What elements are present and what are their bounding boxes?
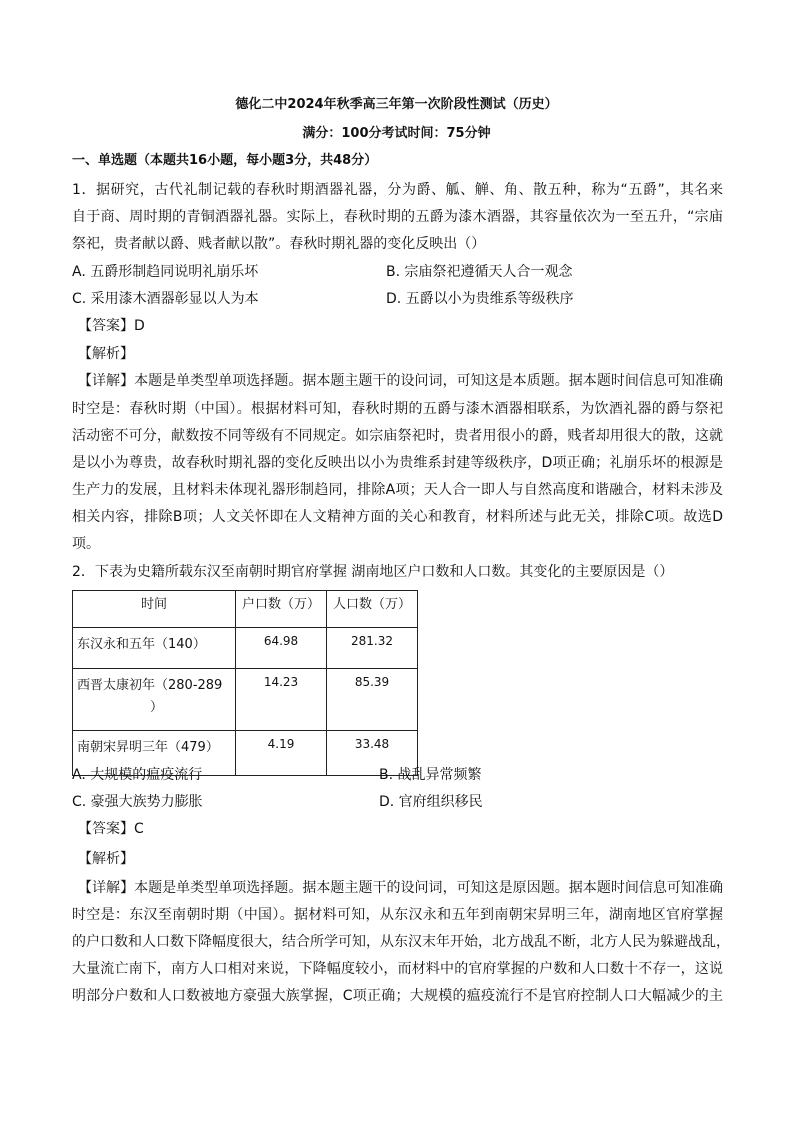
q2-detail-line: 大量流亡南下，南方人口相对来说，下降幅度较小，而材料中的官府掌握的户数和人口数十不存一，这说	[72, 961, 723, 977]
table-cell-households: 64.98	[236, 628, 327, 669]
q2-detail-line: 时空是：东汉至南朝时期（中国）。据材料可知，从东汉永和五年到南朝宋昇明三年，湖南地区官府掌握	[72, 907, 723, 923]
q2-detail-line: 【详解】本题是单类型单项选择题。据本题主题干的设问词，可知这是原因题。据本题时间信息可知准确	[78, 880, 723, 896]
table-cell-households: 4.19	[236, 731, 327, 776]
table-cell-population: 33.48	[327, 731, 418, 776]
q1-stem-line: 祭祀，贵者献以爵、贱者献以散”。春秋时期礼器的变化反映出（）	[72, 236, 486, 252]
q1-option-c: C. 采用漆木酒器彰显以人为本	[72, 291, 259, 307]
q2-detail-line: 明部分户数和人口数被地方豪强大族掌握，C项正确；大规模的瘟疫流行不是官府控制人口大幅减少的主	[72, 988, 723, 1004]
q2-analysis-label: 【解析】	[78, 851, 134, 867]
table-cell-population: 85.39	[327, 669, 418, 731]
population-table	[72, 590, 418, 776]
q1-detail-line: 相关内容，排除B项；人文关怀即在人文精神方面的关心和教育，材料所述与此无关，排除C项。故选D	[72, 509, 723, 525]
table-header-time: 时间	[73, 591, 236, 628]
table-header-population: 人口数（万）	[327, 591, 418, 628]
q1-stem-line: 自于商、周时期的青铜酒器礼器。实际上，春秋时期的五爵为漆木酒器，其容量依次为一至五升，“宗庙	[72, 209, 723, 225]
q1-detail-line: 是以小为尊贵，故春秋时期礼器的变化反映出以小为贵维系封建等级秩序，D项正确；礼崩乐坏的根源是	[72, 455, 723, 471]
q1-detail-line: 项。	[72, 536, 100, 552]
table-header-households: 户口数（万）	[236, 591, 327, 628]
table-cell-time	[73, 669, 236, 731]
table-cell-time	[73, 628, 236, 669]
q1-answer: 【答案】D	[78, 318, 145, 334]
q1-detail-line: 【详解】本题是单类型单项选择题。据本题主题干的设问词，可知这是本质题。据本题时间信息可知准确	[78, 373, 723, 389]
q1-option-b: B. 宗庙祭祀遵循天人合一观念	[386, 264, 573, 280]
section-heading: 一、单选题（本题共16小题，每小题3分，共48分）	[72, 153, 378, 168]
document-subtitle: 满分：100分考试时间：75分钟	[302, 126, 491, 141]
q2-option-d: D. 官府组织移民	[379, 794, 483, 810]
table-row	[73, 628, 418, 669]
q1-detail-line: 时空是：春秋时期（中国）。根据材料可知，春秋时期的五爵与漆木酒器相联系，为饮酒礼器的爵与祭祀	[72, 401, 723, 417]
q2-option-b: B. 战乱异常频繁	[379, 767, 482, 783]
time-text-wrap: ）	[149, 700, 163, 715]
time-text: 东汉永和五年（140）	[77, 637, 206, 652]
time-text: 西晋太康初年（280-289	[77, 678, 223, 693]
q1-option-d: D. 五爵以小为贵维系等级秩序	[386, 291, 574, 307]
q1-detail-line: 活动密不可分，献数按不同等级有不同规定。如宗庙祭祀时，贵者用很小的爵，贱者却用很大的散，这就	[72, 428, 723, 444]
table-header-row	[73, 591, 418, 628]
q1-option-a: A. 五爵形制趋同说明礼崩乐坏	[72, 264, 259, 280]
table-row	[73, 669, 418, 731]
q1-detail-line: 生产力的发展，且材料未体现礼器形制趋同，排除A项；天人合一即人与自然高度和谐融合，材料未涉及	[72, 482, 723, 498]
q2-answer: 【答案】C	[78, 821, 144, 837]
q2-detail-line: 的户口数和人口数下降幅度很大，结合所学可知，从东汉末年开始，北方战乱不断，北方人民为躲避战乱，	[72, 934, 730, 950]
q2-option-c: C. 豪强大族势力膨胀	[72, 794, 203, 810]
q2-stem: 2．下表为史籍所载东汉至南朝时期官府掌握 湖南地区户口数和人口数。其变化的主要原因是（）	[72, 564, 674, 580]
document-title: 德化二中2024年秋季高三年第一次阶段性测试（历史）	[235, 97, 558, 112]
q2-option-a: A. 大规模的瘟疫流行	[72, 767, 203, 783]
time-text: 南朝宋昇明三年（479）	[77, 740, 219, 755]
q1-analysis-label: 【解析】	[78, 346, 134, 362]
q1-stem-line: 1．据研究，古代礼制记载的春秋时期酒器礼器，分为爵、觚、觯、角、散五种，称为“五爵”，其名来	[72, 182, 723, 198]
table-cell-population: 281.32	[327, 628, 418, 669]
table-cell-households: 14.23	[236, 669, 327, 731]
